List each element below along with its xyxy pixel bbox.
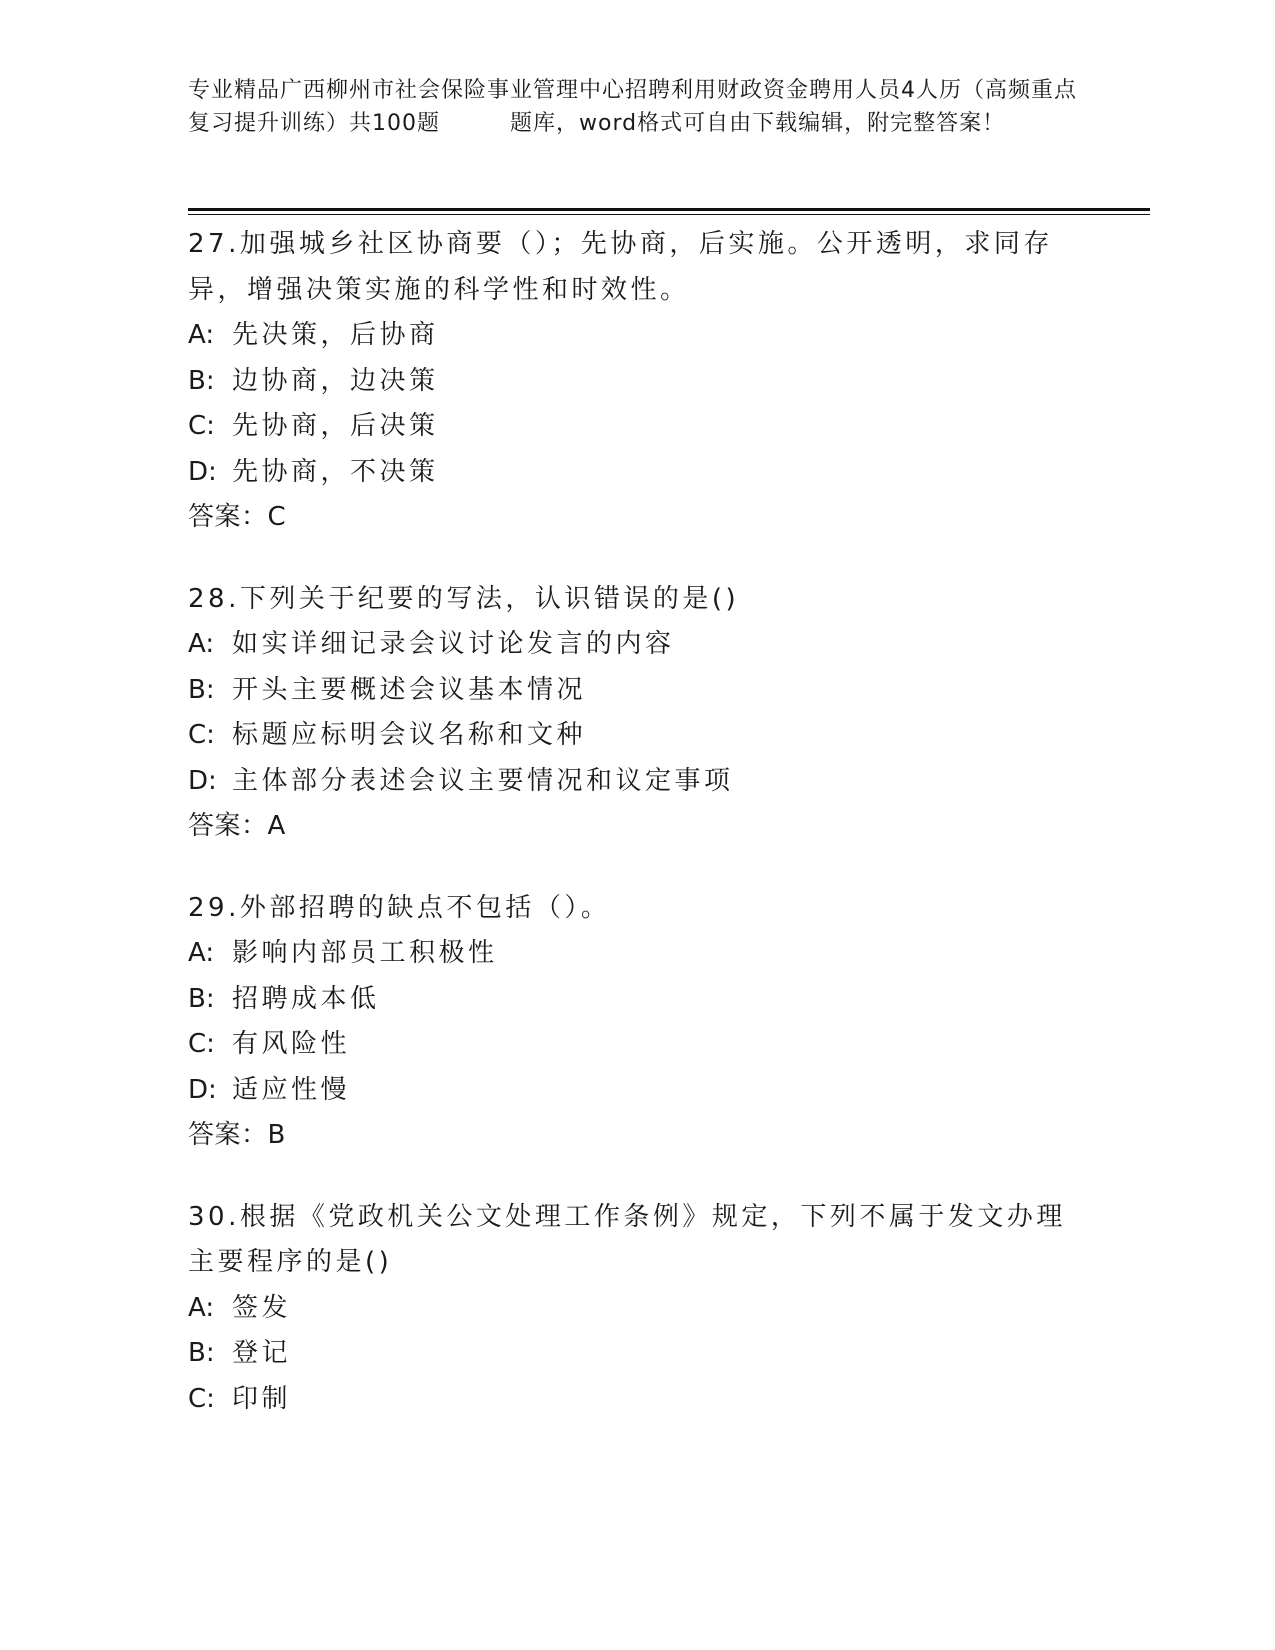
option-text: 先协商，不决策: [232, 456, 439, 487]
option-key: B:: [188, 1338, 215, 1368]
option-c: [188, 1022, 1088, 1068]
option-key: A:: [188, 938, 215, 968]
question-text: 29.外部招聘的缺点不包括（）。: [188, 892, 611, 923]
question-30: [188, 1195, 1088, 1423]
option-text: 如实详细记录会议讨论发言的内容: [232, 629, 675, 659]
option-a: [188, 931, 1088, 977]
question-list: [188, 222, 1088, 1458]
option-c: [188, 713, 1088, 759]
question-text: 30.根据《党政机关公文处理工作条例》规定，下列不属于发文办理主要程序的是(): [188, 1201, 1066, 1277]
header-subtitle: 题库，word格式可自由下载编辑，附完整答案！: [510, 111, 1006, 136]
option-b: [188, 668, 1088, 714]
question-text: 27.加强城乡社区协商要（）；先协商，后实施。公开透明，求同存异，增强决策实施的科学性和时效性。: [188, 229, 1053, 305]
header-title: 专业精品广西柳州市社会保险事业管理中心招聘利用财政资金聘用人员4人历（高频重点复习提升训练）共100题: [188, 78, 1077, 136]
option-key: D:: [188, 765, 217, 796]
option-text: 先决策，后协商: [232, 320, 439, 350]
option-text: 有风险性: [232, 1029, 351, 1059]
option-key: C:: [188, 720, 215, 750]
question-29: [188, 886, 1088, 1159]
question-text: 28.下列关于纪要的写法，认识错误的是(): [188, 583, 740, 614]
option-a: [188, 313, 1088, 359]
question-28: [188, 577, 1088, 850]
option-d: [188, 759, 1088, 805]
option-c: [188, 404, 1088, 450]
option-d: [188, 450, 1088, 496]
option-d: [188, 1068, 1088, 1114]
option-key: A:: [188, 1292, 215, 1323]
option-key: B:: [188, 983, 215, 1014]
option-text: 招聘成本低: [232, 983, 380, 1014]
header-rule-thin: [188, 214, 1150, 215]
question-27: [188, 222, 1088, 541]
option-a: [188, 622, 1088, 668]
option-text: 签发: [232, 1292, 292, 1323]
header-rule-thick: [188, 208, 1150, 211]
option-text: 适应性慢: [232, 1074, 351, 1105]
option-text: 登记: [232, 1338, 292, 1368]
option-key: A:: [188, 629, 215, 659]
option-text: 印制: [232, 1383, 292, 1414]
option-text: 边协商，边决策: [232, 365, 439, 396]
option-key: D:: [188, 456, 217, 487]
option-text: 主体部分表述会议主要情况和议定事项: [232, 765, 734, 796]
option-a: [188, 1286, 1088, 1332]
option-key: C:: [188, 411, 215, 441]
answer: 答案：A: [188, 811, 286, 841]
option-b: [188, 1331, 1088, 1377]
answer: 答案：B: [188, 1120, 286, 1150]
option-key: B:: [188, 365, 215, 396]
option-text: 标题应标明会议名称和文种: [232, 720, 587, 750]
option-b: [188, 977, 1088, 1023]
option-key: C:: [188, 1029, 215, 1059]
option-text: 先协商，后决策: [232, 411, 439, 441]
option-key: B:: [188, 674, 215, 705]
document-header: [188, 74, 1088, 140]
option-key: A:: [188, 320, 215, 350]
option-text: 影响内部员工积极性: [232, 938, 498, 968]
option-text: 开头主要概述会议基本情况: [232, 674, 587, 705]
option-c: [188, 1377, 1088, 1423]
answer: 答案：C: [188, 502, 287, 532]
option-b: [188, 359, 1088, 405]
option-key: C:: [188, 1383, 215, 1414]
option-key: D:: [188, 1074, 217, 1105]
